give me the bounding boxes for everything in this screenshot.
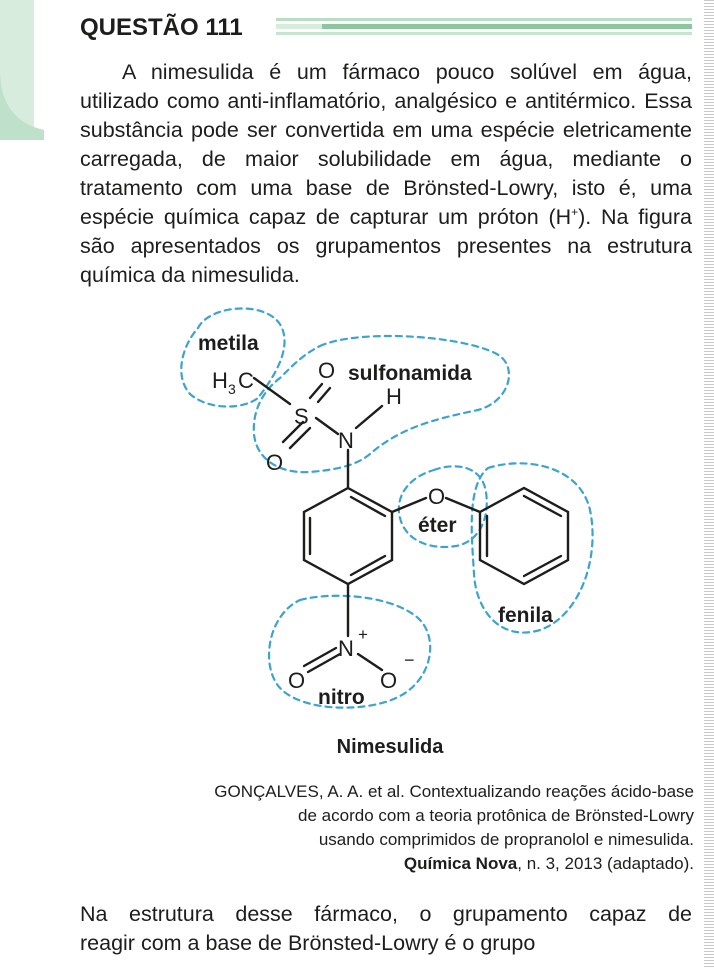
- atom-h: H: [386, 384, 402, 409]
- reference-line-3: usando comprimidos de propranolol e nimesulida.: [318, 830, 694, 849]
- reference: [110, 780, 694, 876]
- label-eter: éter: [418, 514, 457, 537]
- corner-decoration: [0, 0, 50, 140]
- label-fenila: fenila: [498, 604, 553, 627]
- reference-line-4: [110, 852, 694, 876]
- header-rule: [276, 18, 692, 38]
- label-sulfonamida: sulfonamida: [348, 362, 472, 385]
- atom-o-ether: O: [428, 484, 446, 509]
- nimesulide-structure: [170, 298, 610, 726]
- stem-line-1: Na estrutura desse fármaco, o grupamento capaz de: [80, 902, 692, 926]
- atom-n-amide: N: [338, 428, 354, 453]
- atom-h3c-h: H: [212, 368, 228, 393]
- intro-paragraph: [80, 58, 692, 290]
- reference-line-1: GONÇALVES, A. A. et al. Contextualizando reações ácido-base: [214, 782, 694, 801]
- atom-n-nitro: N: [338, 636, 354, 661]
- reference-line-2: de acordo com a teoria protônica de Brönsted-Lowry: [298, 806, 694, 825]
- question-stem: [80, 900, 692, 958]
- proton-charge: +: [571, 204, 579, 219]
- side-margin-strip: [704, 0, 714, 969]
- atom-o-bottom: O: [266, 450, 284, 475]
- label-nitro: nitro: [318, 686, 365, 709]
- molecule-caption: Nimesulida: [336, 736, 444, 758]
- stem-line-2: reagir com a base de Brönsted-Lowry é o grupo: [80, 931, 536, 955]
- intro-text-part2: ). Na figura são apresentados os grupamentos presentes na estrutura química da nimesulida.: [80, 205, 692, 287]
- sulfonamida-outline: [254, 336, 509, 472]
- atom-o-nitro-left: O: [288, 668, 306, 693]
- atom-h3c-sub: 3: [228, 381, 236, 397]
- intro-text-part1: A nimesulida é um fármaco pouco solúvel em água, utilizado como anti-inflamatório, analgésico e antitérmico. Essa substância pode ser convertida em uma espécie eletricamente carregada, de maior solubilidade em água, mediante o tratamento com uma base de Brönsted-Lowry, isto é, uma espécie química capaz de capturar um próton (H: [80, 60, 692, 229]
- nitro-minus-charge: −: [404, 650, 415, 670]
- question-title: QUESTÃO 111: [80, 14, 243, 41]
- atom-o-top: O: [318, 358, 336, 383]
- reference-journal: Química Nova: [403, 854, 518, 873]
- atom-o-nitro-right: O: [380, 668, 398, 693]
- atom-h3c-c: C: [238, 368, 254, 393]
- atom-s: S: [294, 404, 309, 429]
- nitro-plus-charge: +: [358, 625, 368, 644]
- label-metila: metila: [198, 332, 259, 355]
- reference-details: , n. 3, 2013 (adaptado).: [517, 854, 694, 873]
- question-header: [80, 12, 692, 46]
